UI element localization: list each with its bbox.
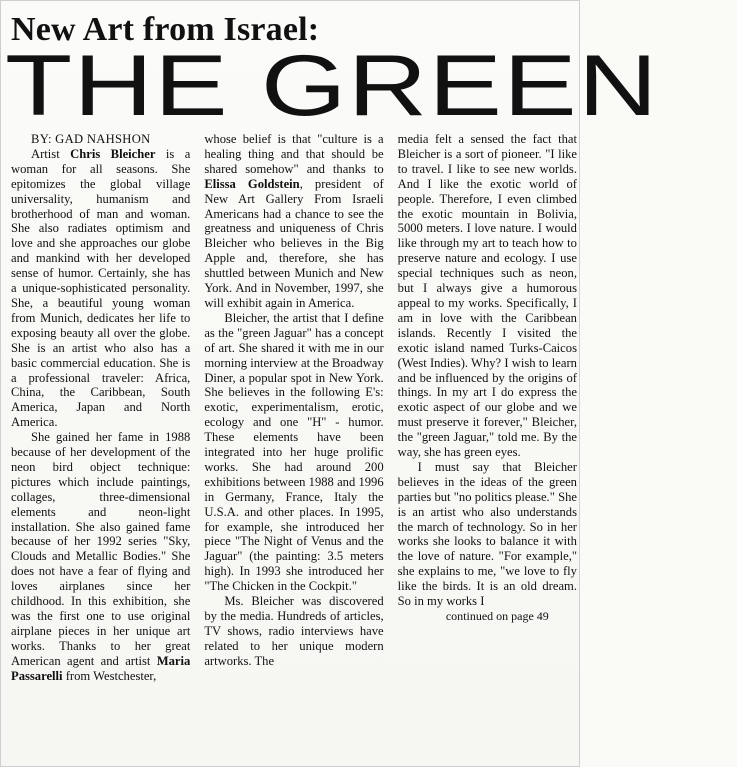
article-headline: THE GREEN — [5, 38, 659, 134]
paragraph: Bleicher, the artist that I define as the "green Jaguar" has a concept of art. She shared it with me in our morning interview at the Broadway Diner, a popular spot in New York. She believes in the following E's: exotic, experimentalism, erotic, ecology and one "H" - humor. These elements have been integrated into her huge prolific works. She had around 200 exhibitions between 1988 and 1996 in Germany, France, Italy the U.S.A. and other places. In 1995, for example, she introduced her piece "The Night of Venus and the Jaguar" (the painting: 3.5 meters high). In 1993 she introduced her "The Chicken in the Cockpit." — [204, 310, 384, 594]
paragraph: media felt a sensed the fact that Bleicher is a sort of pioneer. "I like to travel. I like to see new worlds. And I like the exotic world of people. Therefore, I even climbed the exotic mountain in Bolivia, 5000 meters. I love nature. I would like through my art to teach how to preserve nature and ecology. I use special techniques such as neon, but I always give a humorous appeal to my works. Specifically, I am in love with the Caribbean islands. Recently I visited the exotic island named Turks-Caicos (West Indies). Why? I wish to learn and be influenced by the origins of things. In my art I do express the exotic aspect of our globe and we must preserve it forever," Bleicher, the "green Jaguar," told me. By the way, she has green eyes. — [397, 132, 577, 460]
gallery-president-name: Elissa Goldstein — [204, 176, 300, 191]
column-3 — [398, 132, 577, 762]
paragraph: She gained her fame in 1988 because of her development of the neon bird object technique: pictures which include paintings, collages, three-dimensional elements and neon-light installation. She also gained fame because of her 1992 series "Sky, Clouds and Metallic Bodies." She does not have a fear of flying and loves airplanes since her childhood. In this exhibition, she was the first one to use original airplane pieces in her unique art works. Thanks to her great American agent and artist Maria Passarelli from Westchester, — [11, 430, 191, 683]
paragraph: I must say that Bleicher believes in the ideas of the green parties but "no politics please." She is an artist who also understands the march of technology. So in her works she looks to balance it with the love of nature. "For example," she explains to me, "we love to fly like the birds. It is an old dream. So in my works I — [397, 459, 577, 609]
paragraph: Artist Chris Bleicher is a woman for all seasons. She epitomizes the global village universality, humanism and brotherhood of man and woman. She also radiates optimism and love and she approaches our globe and mankind with her developed sense of humor. Certainly, she has a unique-sophisticated personality. She, a beautiful young woman from Munich, dedicates her life to exposing beauty all over the globe. She is an artist who also has a basic commercial education. She is a professional traveler: Africa, China, the Caribbean, South America, Japan and North America. — [11, 146, 191, 430]
article-kicker: New Art from Israel: — [11, 11, 320, 48]
article-body — [11, 132, 577, 762]
paragraph: whose belief is that "culture is a healing thing and that should be shared somehow" and thanks to Elissa Goldstein, president of New Art Gallery From Israeli Americans had a chance to see the greatness and uniqueness of Chris Bleicher who believes in the Big Apple and, therefore, she has shuttled between Munich and New York. And in November, 1997, she will exhibit again in America. — [204, 132, 384, 310]
continued-note: continued on page 49 — [445, 609, 549, 623]
agent-name: Maria Passarelli — [11, 653, 191, 683]
byline: BY: GAD NAHSHON — [31, 132, 151, 146]
paragraph: Ms. Bleicher was discovered by the media. Hundreds of articles, TV shows, radio interviews have related to her unique modern artworks. The — [204, 594, 384, 668]
artist-name: Chris Bleicher — [70, 146, 156, 161]
column-2 — [204, 132, 383, 762]
column-1 — [11, 132, 190, 762]
